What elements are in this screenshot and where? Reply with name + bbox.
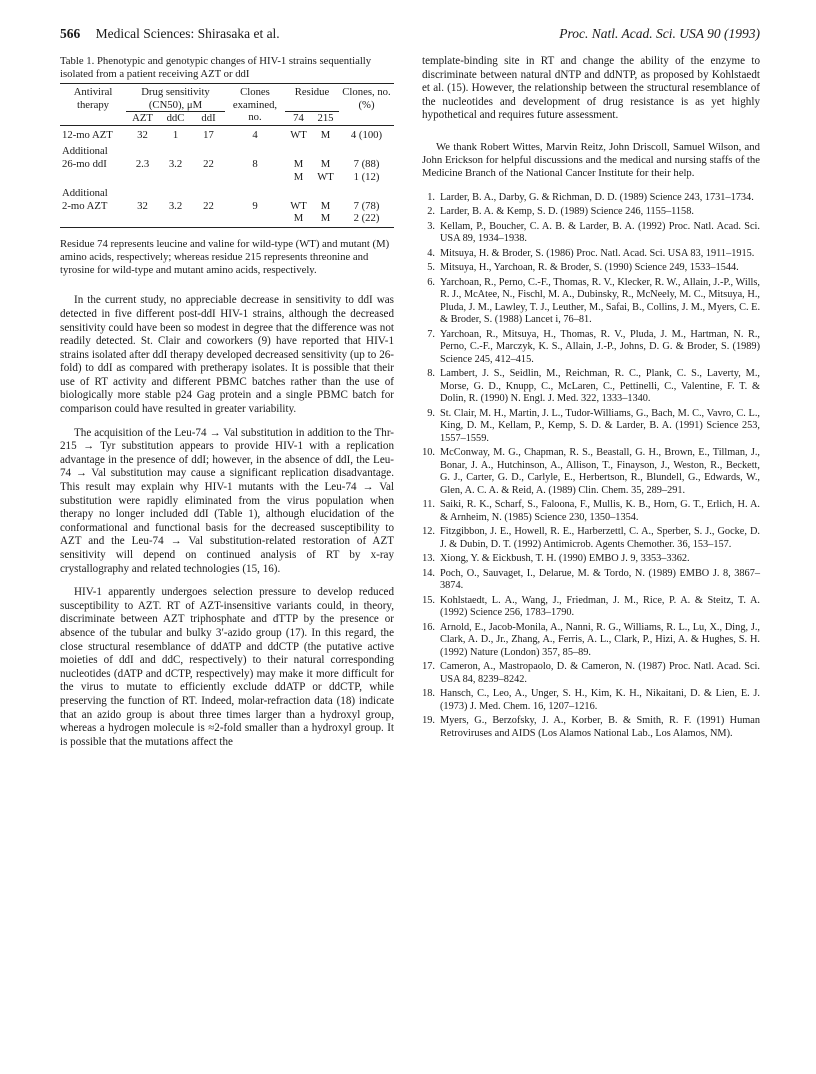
reference-list <box>422 192 760 741</box>
table-cell-therapy: Additional <box>62 187 108 200</box>
table-cell-ddc: 3.2 <box>168 157 183 170</box>
table-cell-r74: M <box>285 212 312 227</box>
left-body-text <box>60 294 394 749</box>
reference-text: Kellam, P., Boucher, C. A. B. & Larder, B. A. (1992) Proc. Natl. Acad. Sci. USA 89, 1934–1938. <box>440 220 760 245</box>
reference-item <box>422 568 760 593</box>
th-sensitivity: Drug sensitivity (CN50), μM <box>126 84 225 112</box>
reference-number: 1. <box>427 191 435 203</box>
reference-number: 6. <box>427 276 435 288</box>
table-cell-r74: WT <box>290 199 307 212</box>
table-cell-clones: 7 (88) <box>353 157 380 170</box>
reference-item <box>422 206 760 219</box>
table-caption <box>60 55 394 81</box>
table-footnote: Residue 74 represents leucine and valine for wild-type (WT) and mutant (M) amino acids, respectively; whereas residue 215 represents threonine and tyrosine for wild-type and mutant amino acids, respectively. <box>60 237 390 276</box>
reference-item <box>422 688 760 713</box>
table-cell-r215 <box>312 141 339 158</box>
table-caption-label: Table 1. <box>60 55 95 67</box>
reference-number: 14. <box>422 567 435 579</box>
reference-number: 10. <box>422 447 435 459</box>
table-row <box>60 125 394 141</box>
left-column <box>60 55 394 749</box>
reference-number: 4. <box>427 247 435 259</box>
reference-number: 3. <box>427 220 435 232</box>
reference-text: Poch, O., Sauvaget, I., Delarue, M. & Tordo, N. (1989) EMBO J. 8, 3867–3874. <box>440 567 760 592</box>
journal-citation: Proc. Natl. Acad. Sci. USA 90 (1993) <box>559 26 760 41</box>
reference-item <box>422 622 760 660</box>
table-cell-examined <box>225 171 285 184</box>
table-cell-r215: M <box>320 157 331 170</box>
reference-number: 9. <box>427 407 435 419</box>
table-cell-ddc <box>159 183 192 200</box>
table-cell-ddc <box>159 171 192 184</box>
table-cell-ddi <box>192 171 225 184</box>
table-cell-ddi <box>192 183 225 200</box>
body-continuation: template-binding site in RT and change the ability of the enzyme to discriminate between natural dNTP and ddNTP, as proposed by Kohlstaedt et al. (15). However, the relationship between the structural resemblance of the nucleotides and development of drug resistance is as yet highly hypothetical and requires future assessment. <box>422 55 760 122</box>
table-cell-clones <box>339 183 394 200</box>
table-cell-ddi: 17 <box>203 128 214 141</box>
table-cell-examined: 8 <box>252 157 258 170</box>
table-cell-ddi <box>192 141 225 158</box>
reference-text: McConway, M. G., Chapman, R. S., Beastall, G. H., Brown, E., Tillman, J., Bonar, J. A., Hutchinson, A., Allison, T., Finayson, J., Weston, R., Beckett, G. J., Carter, G. D., Carlyle, E., Herbertson, R., Blundell, G., Edwards, W., Glen, A. C. A. & Reid, A. (1989) Clin. Chem. 35, 289–291. <box>440 447 760 496</box>
table-cell-r74 <box>285 141 312 158</box>
table-cell-r215: M <box>320 128 331 141</box>
th-r74: 74 <box>285 112 312 126</box>
th-ddc: ddC <box>159 112 192 126</box>
reference-text: Arnold, E., Jacob-Monila, A., Nanni, R. G., Williams, R. L., Lu, X., Ding, J., Clark, A. D., Jr., Zhang, A., Ferris, A. L., Clark, P., Hizi, A. & Hughes, S. H. (1992) Nature (London) 357, 85–89. <box>440 621 760 658</box>
reference-text: Mitsuya, H. & Broder, S. (1986) Proc. Natl. Acad. Sci. USA 83, 1911–1915. <box>440 247 755 259</box>
table-cell-azt <box>126 183 159 200</box>
reference-number: 13. <box>422 553 435 565</box>
table-cell-ddc <box>159 212 192 227</box>
section-author: Medical Sciences: Shirasaka et al. <box>95 26 280 41</box>
table-cell-examined: 4 <box>252 128 258 141</box>
reference-number: 19. <box>422 715 435 727</box>
table-cell-examined <box>225 212 285 227</box>
body-paragraph: The acquisition of the Leu-74 → Val substitution in addition to the Thr-215 → Tyr substitution appears to provide HIV-1 with a replication advantage in the presence of ddI; however, in the absence of ddI, the Leu-74 → Val substitution may cause a significant replication disadvantage. This result may explain why HIV-1 mutants with the Leu-74 → Val substitution were rapidly eliminated from the virus population when therapy no longer included ddI (Table 1), although elucidation of the conformational and functional basis for the decreased susceptibility to AZT and the Leu-74 → Val substitution-related restoration of AZT sensitivity will depend on continued analysis of RT by x-ray crystallography and related technologies (15, 16). <box>60 426 394 575</box>
reference-item <box>422 368 760 406</box>
right-column <box>422 55 760 742</box>
reference-text: Kohlstaedt, L. A., Wang, J., Friedman, J. M., Rice, P. A. & Steitz, T. A. (1992) Science 256, 1783–1790. <box>440 594 760 619</box>
table-cell-examined <box>225 141 285 158</box>
table-cell-r215 <box>312 183 339 200</box>
th-ddi: ddI <box>192 112 225 126</box>
reference-number: 11. <box>422 499 435 511</box>
table-cell-r74: M <box>293 157 304 170</box>
table-row <box>60 212 394 227</box>
table-cell-clones <box>339 141 394 158</box>
reference-item <box>422 595 760 620</box>
reference-text: Saiki, R. K., Scharf, S., Faloona, F., Mullis, K. B., Horn, G. T., Erlich, H. A. & Arnheim, N. (1985) Science 230, 1350–1354. <box>440 499 760 523</box>
table-1 <box>60 83 394 228</box>
table-cell-r215: M <box>320 199 331 212</box>
table-cell-r215: M <box>312 212 339 227</box>
reference-item <box>422 408 760 446</box>
reference-text: Cameron, A., Mastropaolo, D. & Cameron, N. (1987) Proc. Natl. Acad. Sci. USA 84, 8239–8242. <box>440 661 760 685</box>
table-cell-azt: 32 <box>137 199 148 212</box>
reference-text: Xiong, Y. & Eickbush, T. H. (1990) EMBO J. 9, 3353–3362. <box>440 553 690 565</box>
table-cell-azt <box>126 171 159 184</box>
reference-number: 17. <box>422 661 435 673</box>
table-cell-therapy: Additional <box>62 145 108 158</box>
reference-text: Larder, B. A., Darby, G. & Richman, D. D. (1989) Science 243, 1731–1734. <box>440 191 754 203</box>
table-cell-ddc: 1 <box>172 128 179 141</box>
table-cell-r74: M <box>293 170 304 183</box>
page-header-left <box>60 26 280 42</box>
reference-text: St. Clair, M. H., Martin, J. L., Tudor-Williams, G., Bach, M. C., Vavro, C. L., King, D. M., Kellam, P., Kemp, S. D. & Larder, B. A. (1991) Science 253, 1557–1559. <box>440 407 760 444</box>
reference-item <box>422 661 760 686</box>
table-cell-r215: WT <box>317 170 334 183</box>
reference-item <box>422 192 760 205</box>
table-cell-ddc: 3.2 <box>168 199 183 212</box>
reference-item <box>422 262 760 275</box>
table-cell-therapy: 2-mo AZT <box>62 199 108 212</box>
th-clones-pct: Clones, no. (%) <box>339 84 394 126</box>
reference-number: 8. <box>427 368 435 380</box>
table-cell-r74: WT <box>290 128 307 141</box>
body-paragraph: HIV-1 apparently undergoes selection pressure to develop reduced susceptibility to AZT. RT of AZT-insensitive variants could, in theory, discriminate between AZT triphosphate and dTTP by the presence or absence of the tubular and bulky 3′-azido group (17). In this regard, the close structural resemblance of ddATP and ddCTP (the putative active moieties of ddI and ddC, respectively) to their natural corresponding nucleotides (dATP and dCTP, respectively) may make it more difficult for the virus to mutate to efficiently exclude ddATP or ddCTP, while preserving the function of RT. Indeed, molar-refraction data (18) indicate that an azido group is about three times larger than a hydroxyl group, whereas a hydrogen molecule is ≈2-fold smaller than a hydroxyl group. It is possible that the mutations affect the <box>60 586 394 748</box>
reference-text: Hansch, C., Leo, A., Unger, S. H., Kim, K. H., Nikaitani, D. & Lien, E. J. (1973) J. Med. Chem. 16, 1207–1216. <box>440 688 760 712</box>
table-row <box>60 141 394 158</box>
th-residue: Residue <box>285 84 339 112</box>
table-cell-therapy: 12-mo AZT <box>62 128 113 141</box>
reference-number: 7. <box>427 328 435 340</box>
table-cell-clones: 1 (12) <box>353 170 380 183</box>
table-cell-azt: 2.3 <box>135 157 150 170</box>
table-cell-ddi: 22 <box>203 199 214 212</box>
reference-item <box>422 248 760 261</box>
reference-text: Yarchoan, R., Perno, C.-F., Thomas, R. V., Klecker, R. W., Allain, J.-P., Wills, R. J., McAtee, N., Fischl, M. A., Dubinsky, R., McNeely, M. C., Mitsuya, H., Pluda, J. M., Lawley, T. J., Leuther, M., Safai, B., Collins, J. M., Myers, C. E. & Broder, S. (1988) Lancet i, 76–81. <box>440 276 761 326</box>
table-cell-examined: 9 <box>252 199 258 212</box>
table-cell-examined <box>225 183 285 200</box>
reference-text: Larder, B. A. & Kemp, S. D. (1989) Science 246, 1155–1158. <box>440 206 694 218</box>
reference-item <box>422 553 760 566</box>
reference-text: Mitsuya, H., Yarchoan, R. & Broder, S. (1990) Science 249, 1533–1544. <box>440 262 739 274</box>
table-cell-r74 <box>285 183 312 200</box>
table-cell-therapy <box>60 171 126 184</box>
table-body <box>60 125 394 227</box>
reference-item <box>422 526 760 551</box>
acknowledgment: We thank Robert Wittes, Marvin Reitz, John Driscoll, Samuel Wilson, and John Erickson for helpful discussions and the medical and nursing staffs of the Medicine Branch of the National Cancer Institute for their help. <box>422 140 760 179</box>
reference-item <box>422 221 760 246</box>
table-cell-ddc <box>159 141 192 158</box>
table-row <box>60 183 394 200</box>
body-paragraph: In the current study, no appreciable decrease in sensitivity to ddI was detected in five different post-ddI HIV-1 strains, although the decreased sensitivity could have been so modest in degree that the difference was not readily detected. St. Clair and coworkers (9) have reported that HIV-1 strains isolated after ddI therapy developed decreased sensitivity (up to 26-fold) to ddI as compared with pretherapy isolates. It is possible that their use of RT activity and different PBMC batches rather than the use of biologically more stable p24 Gag protein and a single PBMC batch for comparison could have resulted in greater variability. <box>60 294 394 416</box>
table-cell-azt <box>126 141 159 158</box>
reference-item <box>422 715 760 740</box>
table-cell-ddi: 22 <box>203 157 214 170</box>
reference-number: 2. <box>427 206 435 218</box>
reference-item <box>422 277 760 327</box>
table-cell-clones: 4 (100) <box>350 128 383 141</box>
table-cell-azt: 32 <box>137 128 148 141</box>
table-row <box>60 171 394 184</box>
table-caption-text: Phenotypic and genotypic changes of HIV-1 strains sequentially isolated from a patient receiving AZT or ddI <box>60 55 372 80</box>
reference-item <box>422 329 760 367</box>
reference-item <box>422 447 760 497</box>
th-azt: AZT <box>126 112 159 126</box>
reference-number: 5. <box>427 262 435 274</box>
table-row <box>60 158 394 171</box>
reference-text: Fitzgibbon, J. E., Howell, R. E., Harberzettl, C. A., Sperber, S. J., Gocke, D. J. & Dubin, D. T. (1992) Antimicrob. Agents Chemother. 36, 153–157. <box>440 526 760 550</box>
page-number: 566 <box>60 26 81 41</box>
reference-number: 18. <box>422 688 435 700</box>
th-r215: 215 <box>312 112 339 126</box>
reference-text: Myers, G., Berzofsky, J. A., Korber, B. & Smith, R. F. (1991) Human Retroviruses and AIDS (Los Alamos National Lab., Los Alamos, NM). <box>440 715 760 739</box>
reference-number: 12. <box>422 526 435 538</box>
reference-text: Lambert, J. S., Seidlin, M., Reichman, R. C., Plank, C. S., Laverty, M., Morse, G. D., Knupp, C., McLaren, C., Pettinelli, C., Valentine, F. T. & Dolin, R. (1990) N. Engl. J. Med. 322, 1333–1340. <box>440 368 760 405</box>
table-cell-therapy: 26-mo ddI <box>62 157 107 170</box>
table-cell-ddi <box>192 212 225 227</box>
table-cell-clones: 7 (78) <box>353 199 380 212</box>
table-cell-clones: 2 (22) <box>339 212 394 227</box>
reference-number: 16. <box>422 621 435 633</box>
reference-item <box>422 499 760 524</box>
reference-text: Yarchoan, R., Mitsuya, H., Thomas, R. V., Pluda, J. M., Hartman, N. R., Perno, C.-F., Marczyk, K. S., Allain, J.-P., Johns, D. G. & Broder, S. (1989) Science 245, 412–415. <box>440 328 760 365</box>
reference-number: 15. <box>422 594 435 606</box>
table-cell-therapy <box>60 212 126 227</box>
th-clones-examined: Clones examined, no. <box>225 84 285 126</box>
table-cell-azt <box>126 212 159 227</box>
th-therapy: Antiviral therapy <box>60 84 126 126</box>
table-row <box>60 200 394 213</box>
